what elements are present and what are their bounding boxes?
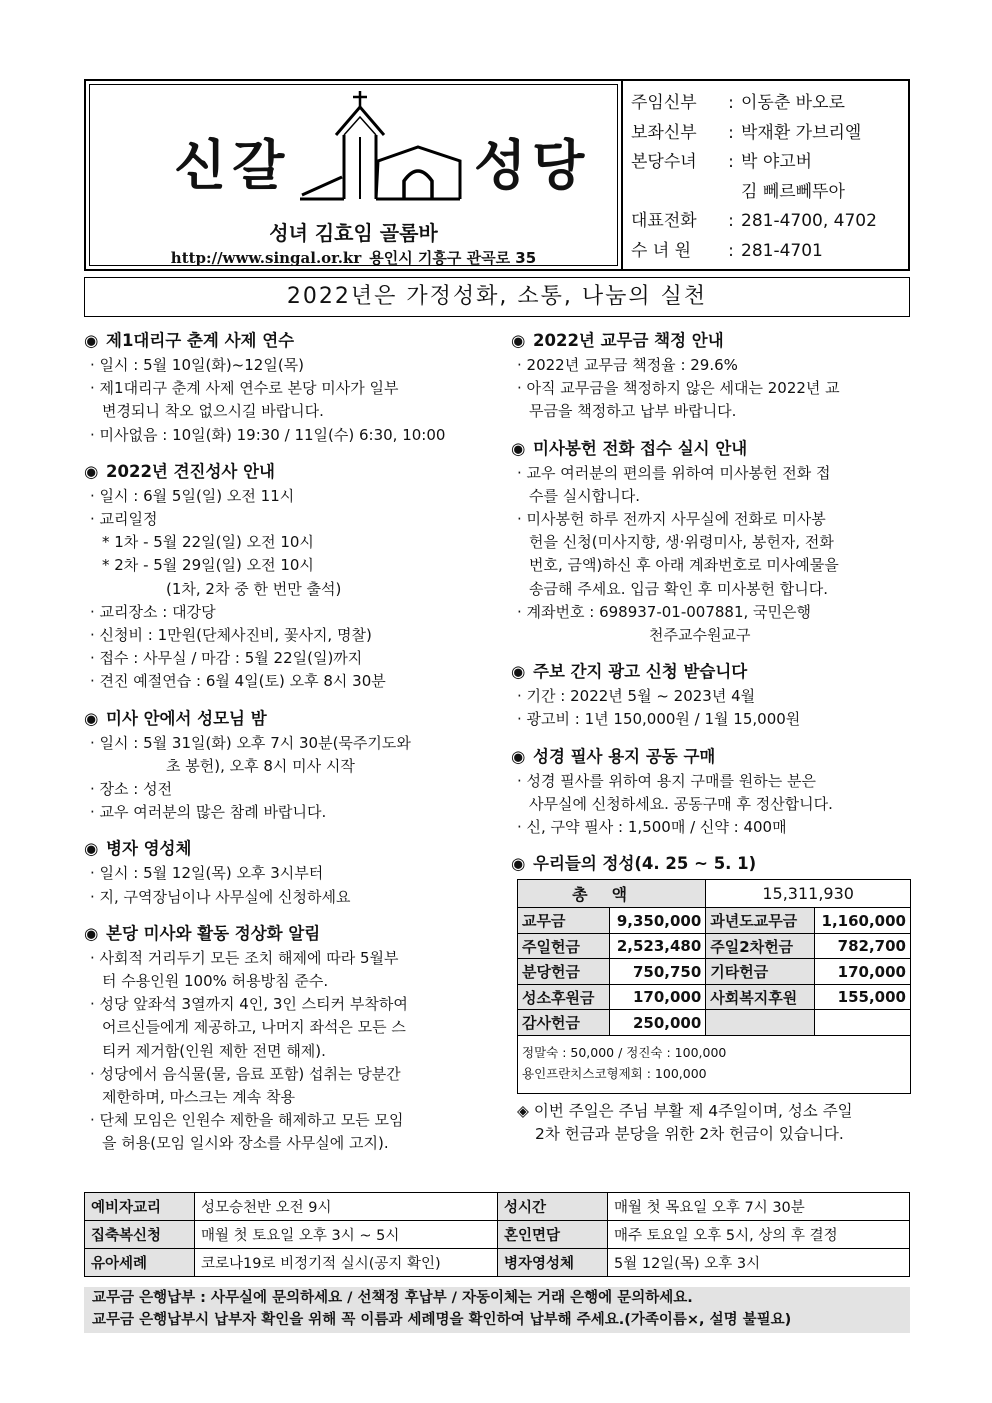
offering-value: 2,523,480 bbox=[610, 933, 706, 959]
section-marian-night bbox=[84, 706, 484, 825]
list-item: · 기간 : 2022년 5월 ~ 2023년 4월 bbox=[517, 687, 756, 706]
left-column bbox=[84, 328, 484, 1168]
donor-note: 정말숙 : 50,000 / 정진숙 : 100,000 bbox=[522, 1044, 727, 1060]
schedule-key: 예비자교리 bbox=[85, 1193, 195, 1221]
list-item: · 2022년 교무금 책정율 : 29.6% bbox=[517, 356, 738, 374]
list-item: · 성경 필사를 위하여 용지 구매를 원하는 분은 bbox=[517, 771, 816, 790]
section-title: ◉ 성경 필사 용지 공동 구매 bbox=[511, 744, 911, 770]
offering-value: 782,700 bbox=[815, 933, 911, 959]
list-item: 제한하며, 마스크는 계속 착용 bbox=[102, 1088, 295, 1107]
schedule-key: 혼인면담 bbox=[498, 1221, 608, 1249]
list-item: · 교우 여러분의 편의를 위하여 미사봉헌 전화 접 bbox=[517, 463, 831, 482]
footer-line: 교무금 은행납부 : 사무실에 문의하세요 / 선책정 후납부 / 자동이체는 거래 은행에 문의하세요. bbox=[92, 1290, 693, 1306]
list-item: · 성당에서 음식물(물, 음료 포함) 섭취는 당분간 bbox=[90, 1064, 401, 1083]
list-item: · 미사없음 : 10일(화) 19:30 / 11일(수) 6:30, 10:00 bbox=[90, 425, 446, 444]
list-item: (1차, 2차 중 한 번만 출석) bbox=[166, 579, 342, 598]
section-title: ◉ 우리들의 정성(4. 25 ~ 5. 1) bbox=[511, 851, 911, 877]
offering-label: 사회복지후원 bbox=[706, 984, 815, 1010]
offering-value: 9,350,000 bbox=[610, 908, 706, 934]
website-link[interactable]: http://www.singal.or.kr bbox=[170, 249, 362, 267]
bullet-icon: ◉ bbox=[511, 662, 526, 682]
total-label: 총액 bbox=[518, 880, 706, 908]
offering-label: 감사헌금 bbox=[518, 1010, 610, 1036]
list-item: · 제1대리구 춘계 사제 연수로 본당 미사가 일부 bbox=[90, 379, 399, 398]
section-title: ◉ 2022년 견진성사 안내 bbox=[84, 459, 484, 485]
list-item: · 견진 예절연습 : 6월 4일(토) 오후 8시 30분 bbox=[90, 672, 386, 691]
staff-name: 박 야고버 bbox=[741, 152, 813, 172]
section-confirmation bbox=[84, 459, 484, 694]
list-item: 터 수용인원 100% 허용방침 준수. bbox=[102, 972, 329, 991]
list-item: · 교우 여러분의 많은 참례 바랍니다. bbox=[90, 803, 327, 822]
offering-label: 과년도교무금 bbox=[706, 908, 815, 934]
bullet-icon: ◉ bbox=[511, 438, 526, 458]
empty-cell bbox=[706, 1010, 815, 1036]
bullet-icon: ◉ bbox=[84, 923, 99, 943]
list-item: · 장소 : 성전 bbox=[90, 780, 173, 799]
list-item: 변경되니 착오 없으시길 바랍니다. bbox=[102, 402, 324, 421]
bullet-icon: ◉ bbox=[84, 839, 99, 859]
table-row bbox=[518, 908, 911, 934]
church-name-part-2: 성당 bbox=[474, 134, 591, 197]
staff-role: 주임신부 bbox=[631, 93, 697, 113]
staff-sep: : bbox=[728, 211, 734, 231]
list-item: · 성당 앞좌석 3열까지 4인, 3인 스티커 부착하여 bbox=[90, 995, 408, 1014]
offering-notice: ◈ 이번 주일은 주님 부활 제 4주일이며, 성소 주일 bbox=[517, 1101, 853, 1120]
list-item: 초 봉헌), 오후 8시 미사 시작 bbox=[166, 756, 355, 775]
staff-row bbox=[631, 119, 903, 149]
table-row bbox=[518, 984, 911, 1010]
table-row bbox=[518, 880, 911, 908]
list-item: 무금을 책정하고 납부 바랍니다. bbox=[529, 402, 737, 421]
table-row bbox=[85, 1249, 910, 1277]
footer-line: 교무금 은행납부시 납부자 확인을 위해 꼭 이름과 세례명을 확인하여 납부해 주세요.(가족이름×, 설명 불필요) bbox=[92, 1312, 792, 1328]
staff-role: 수 녀 원 bbox=[631, 240, 692, 261]
section-bulletin-ads bbox=[511, 659, 911, 731]
empty-cell bbox=[815, 1010, 911, 1036]
table-row bbox=[85, 1193, 910, 1221]
offering-label: 주일헌금 bbox=[518, 933, 610, 959]
donor-notes bbox=[518, 1035, 911, 1093]
section-title: ◉ 본당 미사와 활동 정상화 알림 bbox=[84, 921, 484, 947]
list-item: · 사회적 거리두기 모든 조치 해제에 따라 5월부 bbox=[90, 948, 399, 967]
offering-value: 750,750 bbox=[610, 959, 706, 985]
schedule-value: 성모승천반 오전 9시 bbox=[195, 1193, 498, 1221]
offering-label: 주일2차헌금 bbox=[706, 933, 815, 959]
section-title: ◉ 미사 안에서 성모님 밤 bbox=[84, 706, 484, 732]
table-row bbox=[518, 1010, 911, 1036]
list-item: · 일시 : 6월 5일(일) 오전 11시 bbox=[90, 486, 295, 505]
staff-row bbox=[631, 178, 903, 208]
section-parish-dues bbox=[511, 328, 911, 424]
offering-notice: 2차 헌금과 분당을 위한 2차 헌금이 있습니다. bbox=[535, 1124, 844, 1143]
list-item: * 2차 - 5월 29일(일) 오전 10시 bbox=[102, 556, 314, 575]
list-item: * 1차 - 5월 22일(일) 오전 10시 bbox=[102, 533, 314, 552]
offering-label: 교무금 bbox=[518, 908, 610, 934]
offering-value: 250,000 bbox=[610, 1010, 706, 1036]
staff-sep: : bbox=[728, 93, 734, 113]
list-item: · 미사봉헌 하루 전까지 사무실에 전화로 미사봉 bbox=[517, 510, 826, 529]
schedule-value: 매주 토요일 오후 5시, 상의 후 결정 bbox=[608, 1221, 910, 1249]
table-row bbox=[518, 959, 911, 985]
list-item: · 일시 : 5월 12일(목) 오후 3시부터 bbox=[90, 864, 324, 883]
list-item: · 아직 교무금을 책정하지 않은 세대는 2022년 교 bbox=[517, 379, 840, 398]
staff-role: 대표전화 bbox=[631, 211, 697, 231]
schedule-value: 매월 첫 목요일 오후 7시 30분 bbox=[608, 1193, 910, 1221]
list-item: 헌을 신청(미사지향, 생·위령미사, 봉헌자, 전화 bbox=[529, 533, 834, 552]
staff-row bbox=[631, 237, 903, 267]
schedule-key: 집축복신청 bbox=[85, 1221, 195, 1249]
bullet-icon: ◉ bbox=[84, 331, 99, 350]
offering-table bbox=[517, 879, 911, 1094]
patron-saint: 성녀 김효임 골롬바 bbox=[269, 221, 438, 245]
offering-label: 분당헌금 bbox=[518, 959, 610, 985]
staff-name: 김 뻬르뻬뚜아 bbox=[741, 181, 845, 202]
offering-value: 170,000 bbox=[610, 984, 706, 1010]
section-sick-communion bbox=[84, 836, 484, 908]
list-item: · 신청비 : 1만원(단체사진비, 꽃사지, 명찰) bbox=[90, 626, 372, 645]
right-column bbox=[511, 328, 911, 1158]
staff-name: 이동춘 바오로 bbox=[741, 93, 845, 113]
list-item: 번호, 금액)하신 후 아래 계좌번호로 미사예물을 bbox=[529, 556, 839, 575]
list-item: 사무실에 신청하세요. 공동구매 후 정산합니다. bbox=[529, 794, 833, 813]
table-row bbox=[85, 1221, 910, 1249]
list-item: 천주교수원교구 bbox=[649, 626, 751, 645]
list-item: · 교리장소 : 대강당 bbox=[90, 602, 216, 621]
section-offerings bbox=[511, 851, 911, 1146]
list-item: · 일시 : 5월 31일(화) 오후 7시 30분(묵주기도와 bbox=[90, 733, 411, 752]
staff-row bbox=[631, 148, 903, 178]
bullet-icon: ◉ bbox=[84, 461, 99, 481]
list-item: 송금해 주세요. 입금 확인 후 미사봉헌 합니다. bbox=[529, 579, 828, 598]
bulletin-header bbox=[84, 79, 910, 271]
total-value: 15,311,930 bbox=[706, 880, 911, 908]
offering-value: 155,000 bbox=[815, 984, 911, 1010]
contact-line bbox=[86, 247, 621, 268]
table-row bbox=[518, 1035, 911, 1093]
section-normalization bbox=[84, 921, 484, 1156]
staff-role: 본당수녀 bbox=[631, 152, 697, 172]
offering-value: 170,000 bbox=[815, 959, 911, 985]
church-building-icon bbox=[298, 89, 462, 203]
address: 용인시 기흥구 관곡로 35 bbox=[369, 249, 537, 267]
staff-sep: : bbox=[728, 152, 734, 172]
schedule-table bbox=[84, 1192, 910, 1277]
bullet-icon: ◉ bbox=[511, 331, 526, 350]
staff-row bbox=[631, 207, 903, 237]
bullet-icon: ◉ bbox=[511, 854, 526, 874]
section-title: ◉ 2022년 교무금 책정 안내 bbox=[511, 328, 911, 354]
list-item: 수를 실시합니다. bbox=[529, 486, 640, 505]
list-item: · 지, 구역장님이나 사무실에 신청하세요 bbox=[90, 887, 351, 906]
section-title: ◉ 미사봉헌 전화 접수 실시 안내 bbox=[511, 436, 911, 462]
staff-name: 281-4700, 4702 bbox=[741, 211, 877, 231]
payment-footer bbox=[84, 1287, 910, 1333]
offering-value: 1,160,000 bbox=[815, 908, 911, 934]
schedule-key: 유아세례 bbox=[85, 1249, 195, 1277]
diamond-bullet-icon: ◈ bbox=[517, 1101, 529, 1120]
staff-name: 박재환 가브리엘 bbox=[741, 122, 862, 143]
offering-label: 성소후원금 bbox=[518, 984, 610, 1010]
section-bible-paper bbox=[511, 744, 911, 840]
list-item: · 교리일정 bbox=[90, 510, 158, 529]
offering-label: 기타헌금 bbox=[706, 959, 815, 985]
schedule-value: 코로나19로 비정기적 실시(공지 확인) bbox=[195, 1249, 498, 1277]
list-item: · 계좌번호 : 698937-01-007881, 국민은행 bbox=[517, 602, 812, 621]
masthead bbox=[84, 79, 622, 271]
schedule-key: 성시간 bbox=[498, 1193, 608, 1221]
bullet-icon: ◉ bbox=[511, 746, 526, 766]
section-priest-retreat bbox=[84, 328, 484, 447]
church-name-part-1: 신갈 bbox=[174, 134, 291, 197]
schedule-value: 매월 첫 토요일 오후 3시 ~ 5시 bbox=[195, 1221, 498, 1249]
table-row bbox=[518, 933, 911, 959]
list-item: · 신, 구약 필사 : 1,500매 / 신약 : 400매 bbox=[517, 818, 787, 837]
list-item: 티커 제거함(인원 제한 전면 해제). bbox=[102, 1041, 326, 1060]
schedule-key: 병자영성체 bbox=[498, 1249, 608, 1277]
section-mass-intention-phone bbox=[511, 436, 911, 648]
staff-list bbox=[631, 89, 903, 266]
bullet-icon: ◉ bbox=[84, 708, 99, 728]
staff-panel bbox=[622, 79, 910, 271]
staff-sep: : bbox=[728, 240, 734, 261]
list-item: 어르신들에게 제공하고, 나머지 좌석은 모든 스 bbox=[102, 1018, 406, 1037]
list-item: · 일시 : 5월 10일(화)~12일(목) bbox=[90, 356, 305, 374]
staff-sep: : bbox=[728, 122, 734, 143]
section-title: ◉ 병자 영성체 bbox=[84, 836, 484, 862]
donor-note: 용인프란치스코형제회 : 100,000 bbox=[522, 1065, 707, 1081]
list-item: 을 허용(모임 일시와 장소를 사무실에 고지). bbox=[102, 1134, 389, 1153]
list-item: · 광고비 : 1년 150,000원 / 1월 15,000원 bbox=[517, 710, 801, 729]
staff-name: 281-4701 bbox=[741, 240, 823, 261]
section-title: ◉ 주보 간지 광고 신청 받습니다 bbox=[511, 659, 911, 685]
section-title: ◉ 제1대리구 춘계 사제 연수 bbox=[84, 328, 484, 354]
yearly-theme-banner: 2022년은 가정성화, 소통, 나눔의 실천 bbox=[84, 277, 910, 317]
staff-row bbox=[631, 89, 903, 119]
list-item: · 접수 : 사무실 / 마감 : 5월 22일(일)까지 bbox=[90, 649, 363, 668]
staff-role: 보좌신부 bbox=[631, 122, 697, 143]
list-item: · 단체 모임은 인원수 제한을 해제하고 모든 모임 bbox=[90, 1111, 404, 1130]
schedule-value: 5월 12일(목) 오후 3시 bbox=[608, 1249, 910, 1277]
